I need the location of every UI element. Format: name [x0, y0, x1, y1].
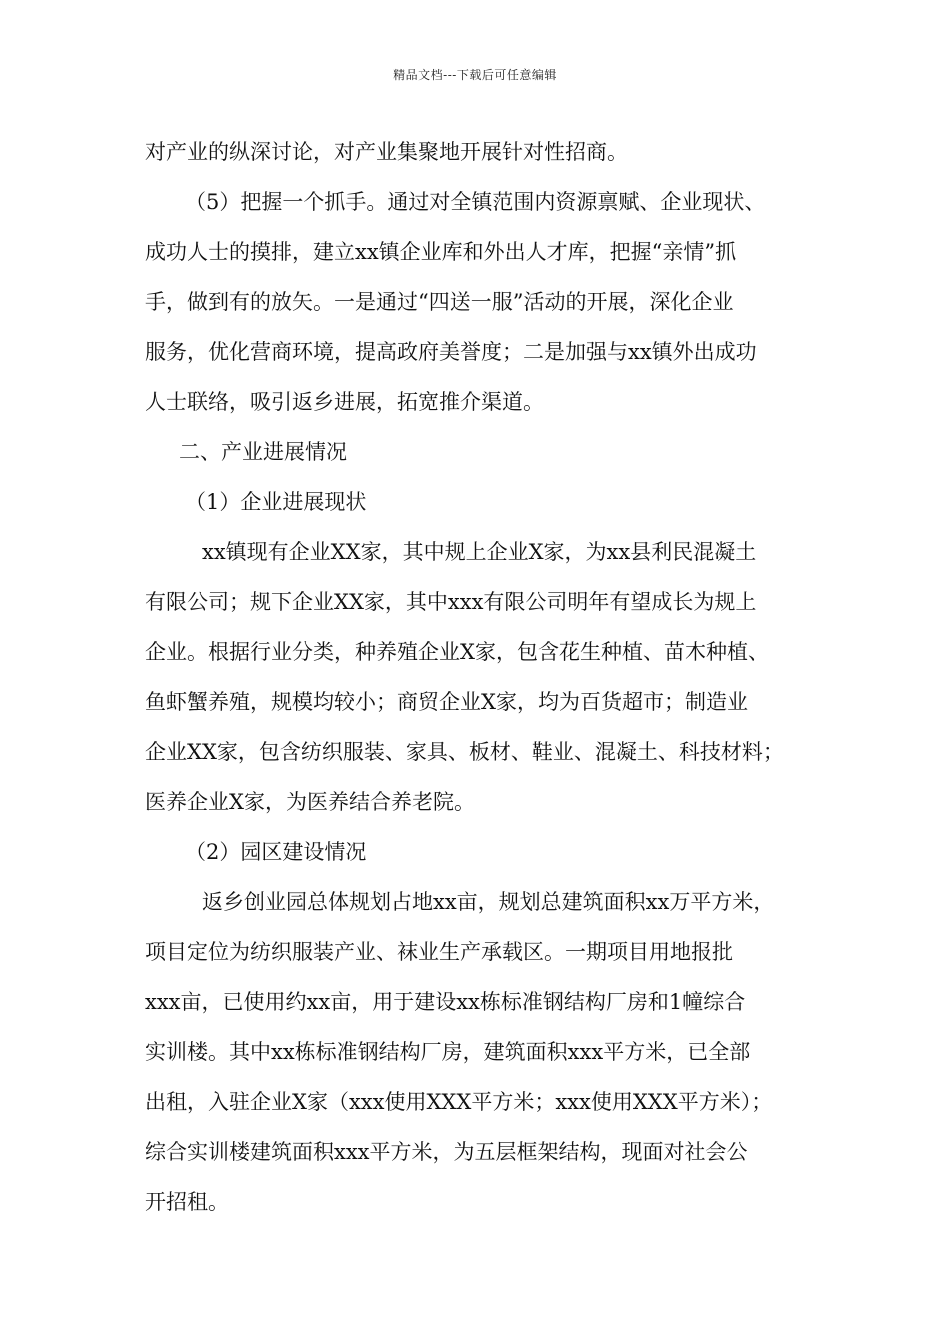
- section-heading: 二、产业进展情况: [179, 440, 347, 464]
- text-line: 鱼虾蟹养殖，规模均较小；商贸企业X家，均为百货超市；制造业: [145, 690, 748, 714]
- text-line: 返乡创业园总体规划占地xx亩，规划总建筑面积xx万平方米，: [202, 890, 775, 914]
- text-line: 企业XX家，包含纺织服装、家具、板材、鞋业、混凝土、科技材料；: [145, 740, 784, 764]
- document-body: [145, 134, 825, 1234]
- text-line: 综合实训楼建筑面积xxx平方米，为五层框架结构，现面对社会公: [145, 1140, 748, 1164]
- text-line: 有限公司；规下企业XX家，其中xxx有限公司明年有望成长为规上: [145, 590, 757, 614]
- text-line: 出租，入驻企业X家（xxx使用XXX平方米；xxx使用XXX平方米）；: [145, 1090, 773, 1114]
- subsection-heading: （2）园区建设情况: [185, 840, 367, 864]
- text-line: 对产业的纵深讨论，对产业集聚地开展针对性招商。: [145, 140, 628, 164]
- text-line: （5）把握一个抓手。通过对全镇范围内资源禀赋、企业现状、: [185, 190, 766, 214]
- text-line: 企业。根据行业分类，种养殖企业X家，包含花生种植、苗木种植、: [145, 640, 769, 664]
- text-line: 实训楼。其中xx栋标准钢结构厂房，建筑面积xxx平方米，已全部: [145, 1040, 751, 1064]
- text-line: 人士联络，吸引返乡进展，拓宽推介渠道。: [145, 390, 544, 414]
- text-line: xx镇现有企业XX家，其中规上企业X家，为xx县利民混凝土: [202, 540, 757, 564]
- text-line: 医养企业X家，为医养结合养老院。: [145, 790, 475, 814]
- text-line: 手，做到有的放矢。一是通过“四送一服”活动的开展，深化企业: [145, 290, 734, 314]
- text-line: 项目定位为纺织服装产业、袜业生产承载区。一期项目用地报批: [145, 940, 733, 964]
- text-line: xxx亩，已使用约xx亩，用于建设xx栋标准钢结构厂房和1幢综合: [145, 990, 746, 1014]
- text-line: 开招租。: [145, 1190, 229, 1214]
- subsection-heading: （1）企业进展现状: [185, 490, 367, 514]
- text-line: 服务，优化营商环境，提高政府美誉度；二是加强与xx镇外出成功: [145, 340, 757, 364]
- text-line: 成功人士的摸排，建立xx镇企业库和外出人才库，把握“亲情”抓: [145, 240, 737, 264]
- page-header: 精品文档---下载后可任意编辑: [393, 68, 557, 82]
